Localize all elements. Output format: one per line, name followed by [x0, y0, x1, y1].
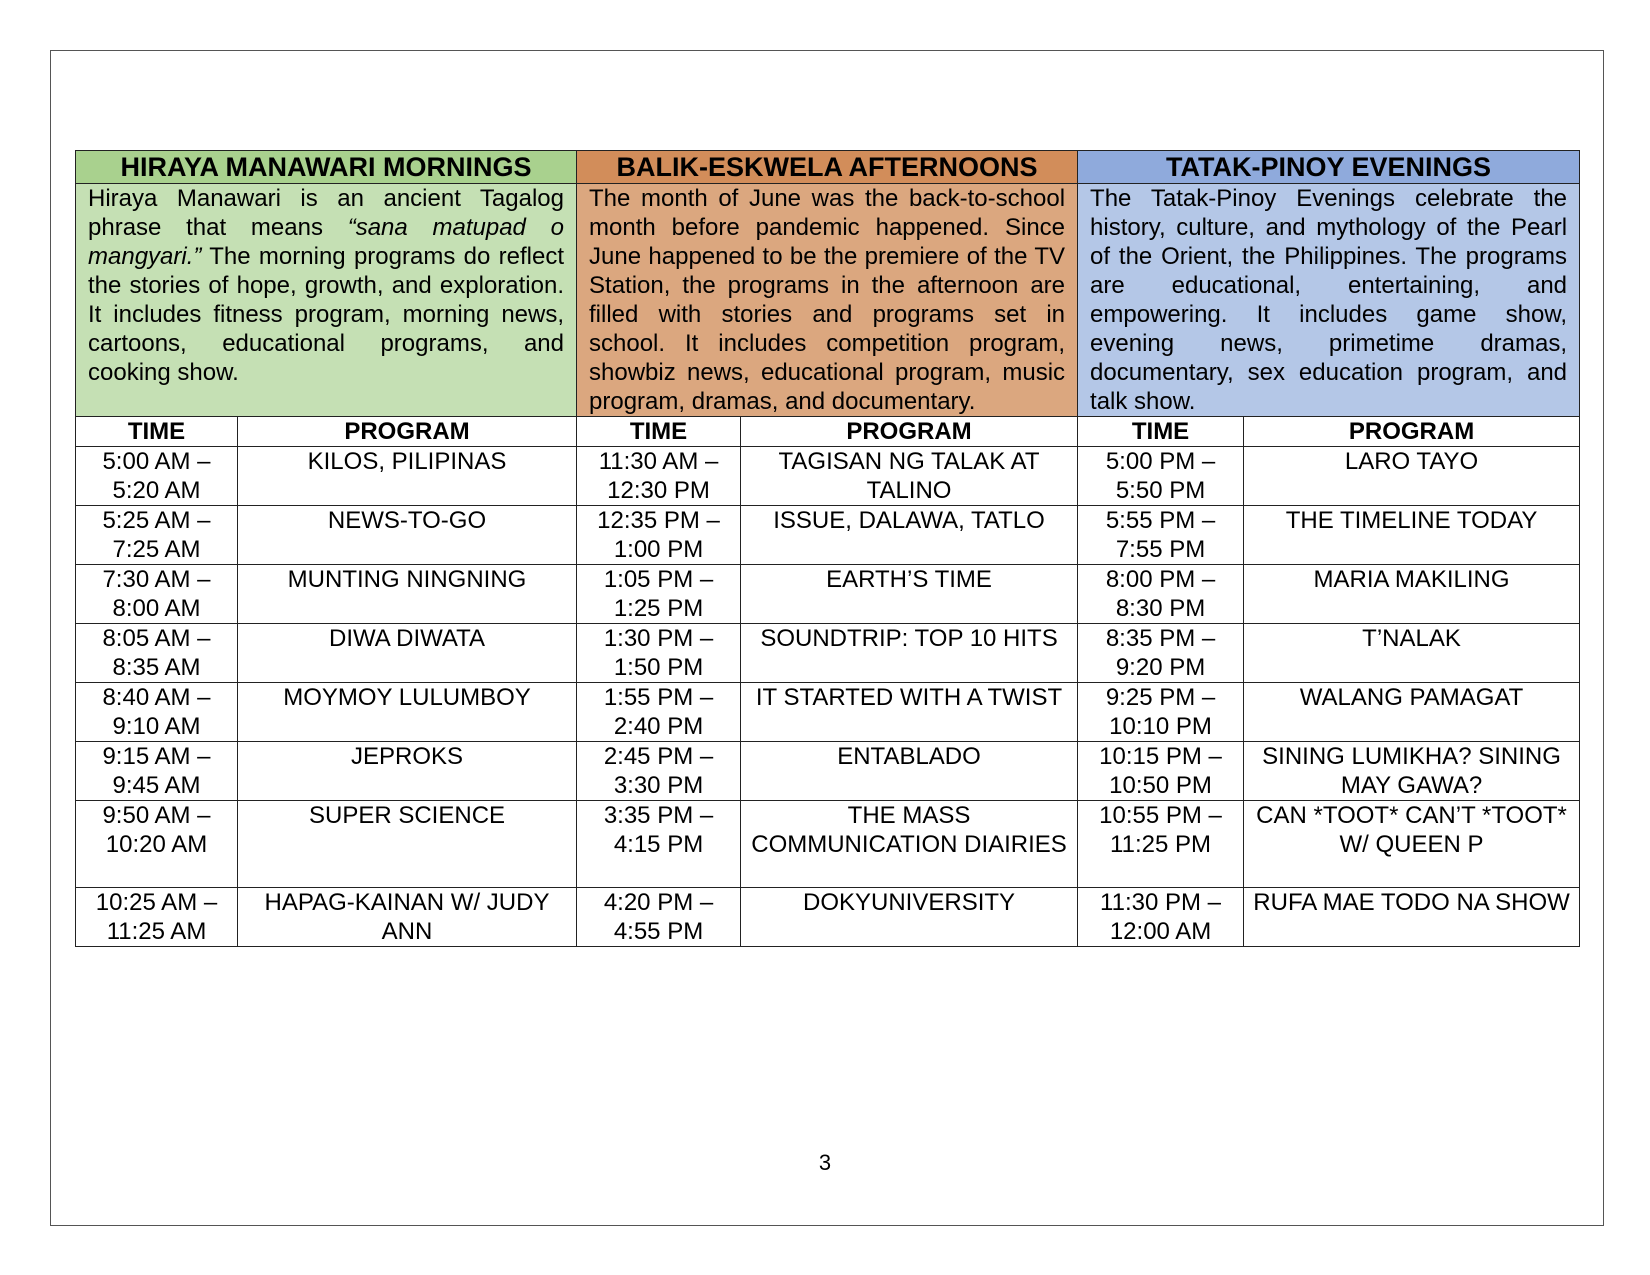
table-row	[76, 683, 1580, 742]
mornings-title: HIRAYA MANAWARI MORNINGS	[76, 151, 577, 184]
program-cell: LARO TAYO	[1244, 447, 1580, 506]
mornings-description-rest: The morning programs do reflect the stories of hope, growth, and exploration. It includes fitness program, morning news, cartoons, educational programs, and cooking show.	[88, 243, 565, 386]
program-cell: WALANG PAMAGAT	[1244, 683, 1580, 742]
time-cell: 4:20 PM – 4:55 PM	[577, 888, 741, 947]
time-cell: 9:50 AM – 10:20 AM	[76, 801, 238, 888]
program-cell: RUFA MAE TODO NA SHOW	[1244, 888, 1580, 947]
evenings-description: The Tatak-Pinoy Evenings celebrate the history, culture, and mythology of the Pearl of the Orient, the Philippines. The programs are educational, entertaining, and empowering. It includes game show, evening news, primetime dramas, documentary, sex education program, and talk show.	[1078, 184, 1580, 417]
column-header-row	[76, 417, 1580, 447]
program-cell: ENTABLADO	[741, 742, 1078, 801]
block-description-row	[76, 184, 1580, 417]
time-cell: 10:15 PM – 10:50 PM	[1078, 742, 1244, 801]
time-cell: 8:40 AM – 9:10 AM	[76, 683, 238, 742]
time-cell: 10:25 AM – 11:25 AM	[76, 888, 238, 947]
mornings-time-header: TIME	[76, 417, 238, 447]
program-cell: IT STARTED WITH A TWIST	[741, 683, 1078, 742]
time-cell: 2:45 PM – 3:30 PM	[577, 742, 741, 801]
program-cell: EARTH’S TIME	[741, 565, 1078, 624]
evenings-time-header: TIME	[1078, 417, 1244, 447]
mornings-program-header: PROGRAM	[238, 417, 577, 447]
time-cell: 5:00 AM – 5:20 AM	[76, 447, 238, 506]
time-cell: 9:15 AM – 9:45 AM	[76, 742, 238, 801]
program-cell: THE TIMELINE TODAY	[1244, 506, 1580, 565]
table-row	[76, 624, 1580, 683]
time-cell: 7:30 AM – 8:00 AM	[76, 565, 238, 624]
time-cell: 1:05 PM – 1:25 PM	[577, 565, 741, 624]
program-cell: CAN *TOOT* CAN’T *TOOT* W/ QUEEN P	[1244, 801, 1580, 888]
time-cell: 5:00 PM – 5:50 PM	[1078, 447, 1244, 506]
mornings-description-quote: “sana matupad o mangyari.”	[88, 214, 565, 270]
program-cell: MARIA MAKILING	[1244, 565, 1580, 624]
time-cell: 1:55 PM – 2:40 PM	[577, 683, 741, 742]
table-row	[76, 742, 1580, 801]
time-cell: 5:25 AM – 7:25 AM	[76, 506, 238, 565]
time-cell: 8:35 PM – 9:20 PM	[1078, 624, 1244, 683]
time-cell: 8:05 AM – 8:35 AM	[76, 624, 238, 683]
time-cell: 9:25 PM – 10:10 PM	[1078, 683, 1244, 742]
program-cell: HAPAG-KAINAN W/ JUDY ANN	[238, 888, 577, 947]
evenings-program-header: PROGRAM	[1244, 417, 1580, 447]
program-cell: JEPROKS	[238, 742, 577, 801]
program-cell: NEWS-TO-GO	[238, 506, 577, 565]
program-cell: SINING LUMIKHA? SINING MAY GAWA?	[1244, 742, 1580, 801]
program-cell: T’NALAK	[1244, 624, 1580, 683]
time-cell: 12:35 PM – 1:00 PM	[577, 506, 741, 565]
table-row	[76, 888, 1580, 947]
program-cell: DOKYUNIVERSITY	[741, 888, 1078, 947]
table-row	[76, 565, 1580, 624]
afternoons-time-header: TIME	[577, 417, 741, 447]
program-cell: TAGISAN NG TALAK AT TALINO	[741, 447, 1078, 506]
program-cell: THE MASS COMMUNICATION DIAIRIES	[741, 801, 1078, 888]
program-cell: SUPER SCIENCE	[238, 801, 577, 888]
table-row	[76, 506, 1580, 565]
program-cell: SOUNDTRIP: TOP 10 HITS	[741, 624, 1078, 683]
time-cell: 1:30 PM – 1:50 PM	[577, 624, 741, 683]
time-cell: 10:55 PM – 11:25 PM	[1078, 801, 1244, 888]
afternoons-description: The month of June was the back-to-school month before pandemic happened. Since June happened to be the premiere of the TV Station, the programs in the afternoon are filled with stories and programs set in school. It includes competition program, showbiz news, educational program, music program, dramas, and documentary.	[577, 184, 1078, 417]
time-cell: 11:30 AM – 12:30 PM	[577, 447, 741, 506]
program-cell: MUNTING NINGNING	[238, 565, 577, 624]
block-title-row	[76, 151, 1580, 184]
time-cell: 8:00 PM – 8:30 PM	[1078, 565, 1244, 624]
program-cell: DIWA DIWATA	[238, 624, 577, 683]
table-row	[76, 447, 1580, 506]
time-cell: 3:35 PM – 4:15 PM	[577, 801, 741, 888]
evenings-title: TATAK-PINOY EVENINGS	[1078, 151, 1580, 184]
program-schedule-table	[75, 150, 1580, 947]
program-cell: KILOS, PILIPINAS	[238, 447, 577, 506]
mornings-description-text: Hiraya Manawari is an ancient Tagalog phrase that means	[88, 185, 565, 241]
afternoons-title: BALIK-ESKWELA AFTERNOONS	[577, 151, 1078, 184]
program-cell: MOYMOY LULUMBOY	[238, 683, 577, 742]
afternoons-program-header: PROGRAM	[741, 417, 1078, 447]
mornings-description	[76, 184, 577, 417]
time-cell: 5:55 PM – 7:55 PM	[1078, 506, 1244, 565]
program-cell: ISSUE, DALAWA, TATLO	[741, 506, 1078, 565]
page-number: 3	[818, 1150, 832, 1175]
time-cell: 11:30 PM – 12:00 AM	[1078, 888, 1244, 947]
table-row	[76, 801, 1580, 888]
